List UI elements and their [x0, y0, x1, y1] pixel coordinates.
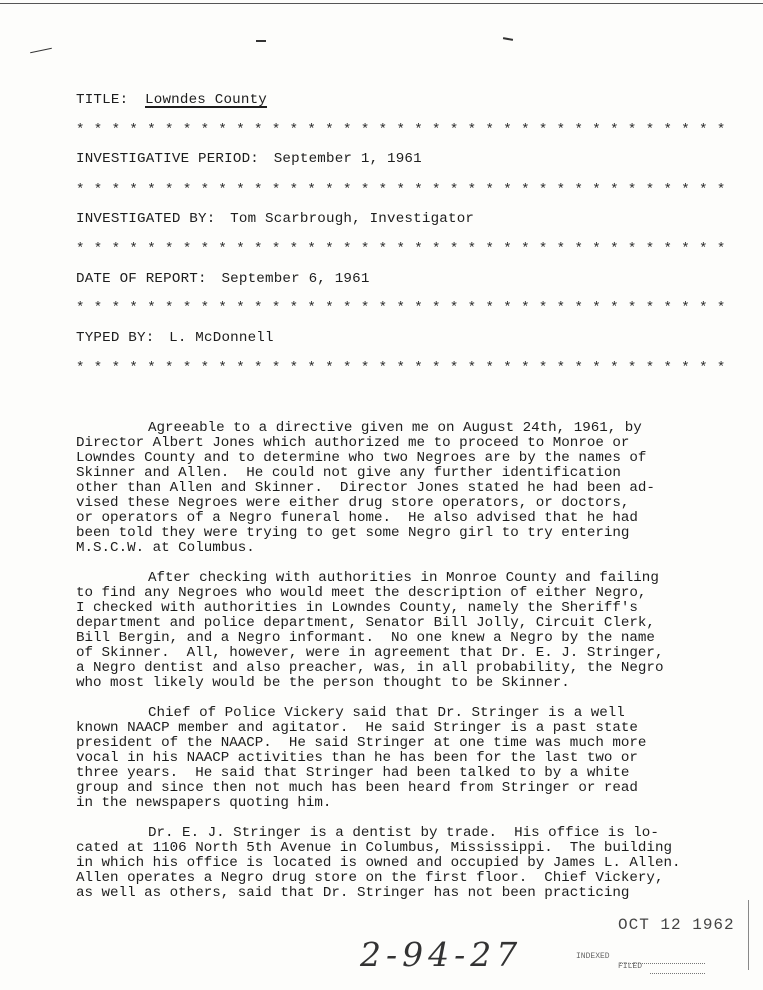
report-date-label: DATE OF REPORT:	[76, 271, 207, 287]
text-line: Lowndes County and to determine who two Negroes are by the names of	[76, 450, 647, 466]
text-line: Skinner and Allen. He could not give any further identification	[76, 465, 621, 481]
title-line	[76, 92, 267, 108]
page-top-edge	[0, 3, 763, 4]
title-label: TITLE:	[76, 92, 129, 108]
received-date-stamp: OCT 12 1962	[618, 916, 735, 934]
text-line: three years. He said that Stringer had been talked to by a white	[76, 765, 630, 781]
text-line: group and since then not much has been heard from Stringer or read	[76, 780, 638, 796]
paragraph-3	[76, 706, 716, 811]
text-line: of Skinner. All, however, were in agreement that Dr. E. J. Stringer,	[76, 645, 664, 661]
text-line: Bill Bergin, and a Negro informant. No one knew a Negro by the name	[76, 630, 655, 646]
text-line: known NAACP member and agitator. He said Stringer is a past state	[76, 720, 638, 736]
title-value: Lowndes County	[145, 92, 268, 108]
text-line: been told they were trying to get some Negro girl to try entering	[76, 525, 630, 541]
report-body	[76, 421, 716, 901]
stamp-edge	[748, 900, 749, 970]
text-line: vised these Negroes were either drug store operators, or doctors,	[76, 495, 630, 511]
text-line: Dr. E. J. Stringer is a dentist by trade. His office is lo-	[148, 825, 659, 841]
separator: * * * * * * * * * * * * * * * * * * * * * * * * * * * * * * * * * * * * *	[76, 360, 726, 376]
scan-mark-left	[30, 48, 52, 54]
separator: * * * * * * * * * * * * * * * * * * * * * * * * * * * * * * * * * * * * *	[76, 182, 726, 198]
text-line: I checked with authorities in Lowndes County, namely the Sheriff's	[76, 600, 638, 616]
text-line: or operators of a Negro funeral home. He also advised that he had	[76, 510, 638, 526]
text-line: Director Albert Jones which authorized me to proceed to Monroe or	[76, 435, 630, 451]
paragraph-4	[76, 826, 716, 901]
text-line: Agreeable to a directive given me on August 24th, 1961, by	[148, 420, 642, 436]
text-line: After checking with authorities in Monroe County and failing	[148, 570, 659, 586]
period-label: INVESTIGATIVE PERIOD:	[76, 151, 259, 167]
report-date-line	[76, 271, 370, 287]
stamp-indexed: INDEXED	[576, 952, 610, 961]
text-line: in the newspapers quoting him.	[76, 795, 332, 811]
paragraph-1	[76, 421, 716, 556]
scan-mark-right	[503, 37, 513, 41]
text-line: vocal in his NAACP activities than he has been for the last two or	[76, 750, 638, 766]
investigated-value: Tom Scarbrough, Investigator	[230, 211, 475, 227]
text-line: department and police department, Senator Bill Jolly, Circuit Clerk,	[76, 615, 655, 631]
text-line: M.S.C.W. at Columbus.	[76, 540, 255, 556]
text-line: as well as others, said that Dr. Stringer has not been practicing	[76, 885, 630, 901]
investigated-line	[76, 211, 474, 227]
separator: * * * * * * * * * * * * * * * * * * * * * * * * * * * * * * * * * * * * *	[76, 122, 726, 138]
text-line: who most likely would be the person thought to be Skinner.	[76, 675, 570, 691]
text-line: to find any Negroes who would meet the description of either Negro,	[76, 585, 647, 601]
stamp-filed: FILED	[618, 962, 643, 971]
period-value: September 1, 1961	[273, 151, 422, 167]
paragraph-2	[76, 571, 716, 691]
text-line: Chief of Police Vickery said that Dr. Stringer is a well	[148, 705, 625, 721]
report-date-value: September 6, 1961	[221, 271, 370, 287]
text-line: Allen operates a Negro drug store on the first floor. Chief Vickery,	[76, 870, 664, 886]
separator: * * * * * * * * * * * * * * * * * * * * * * * * * * * * * * * * * * * * *	[76, 300, 726, 316]
period-line	[76, 151, 422, 167]
text-line: cated at 1106 North 5th Avenue in Columbus, Mississippi. The building	[76, 840, 672, 856]
separator: * * * * * * * * * * * * * * * * * * * * * * * * * * * * * * * * * * * * *	[76, 241, 726, 257]
handwritten-file-number: 2-94-27	[360, 935, 523, 974]
text-line: in which his office is located is owned and occupied by James L. Allen.	[76, 855, 681, 871]
typed-by-line	[76, 330, 274, 346]
typed-value: L. McDonnell	[169, 330, 274, 346]
investigated-label: INVESTIGATED BY:	[76, 211, 216, 227]
text-line: president of the NAACP. He said Stringer at one time was much more	[76, 735, 647, 751]
text-line: other than Allen and Skinner. Director Jones stated he had been ad-	[76, 480, 655, 496]
scan-mark-center	[256, 40, 266, 42]
text-line: a Negro dentist and also preacher, was, in all probability, the Negro	[76, 660, 664, 676]
stamp-dotted-line	[650, 973, 705, 974]
typed-label: TYPED BY:	[76, 330, 155, 346]
